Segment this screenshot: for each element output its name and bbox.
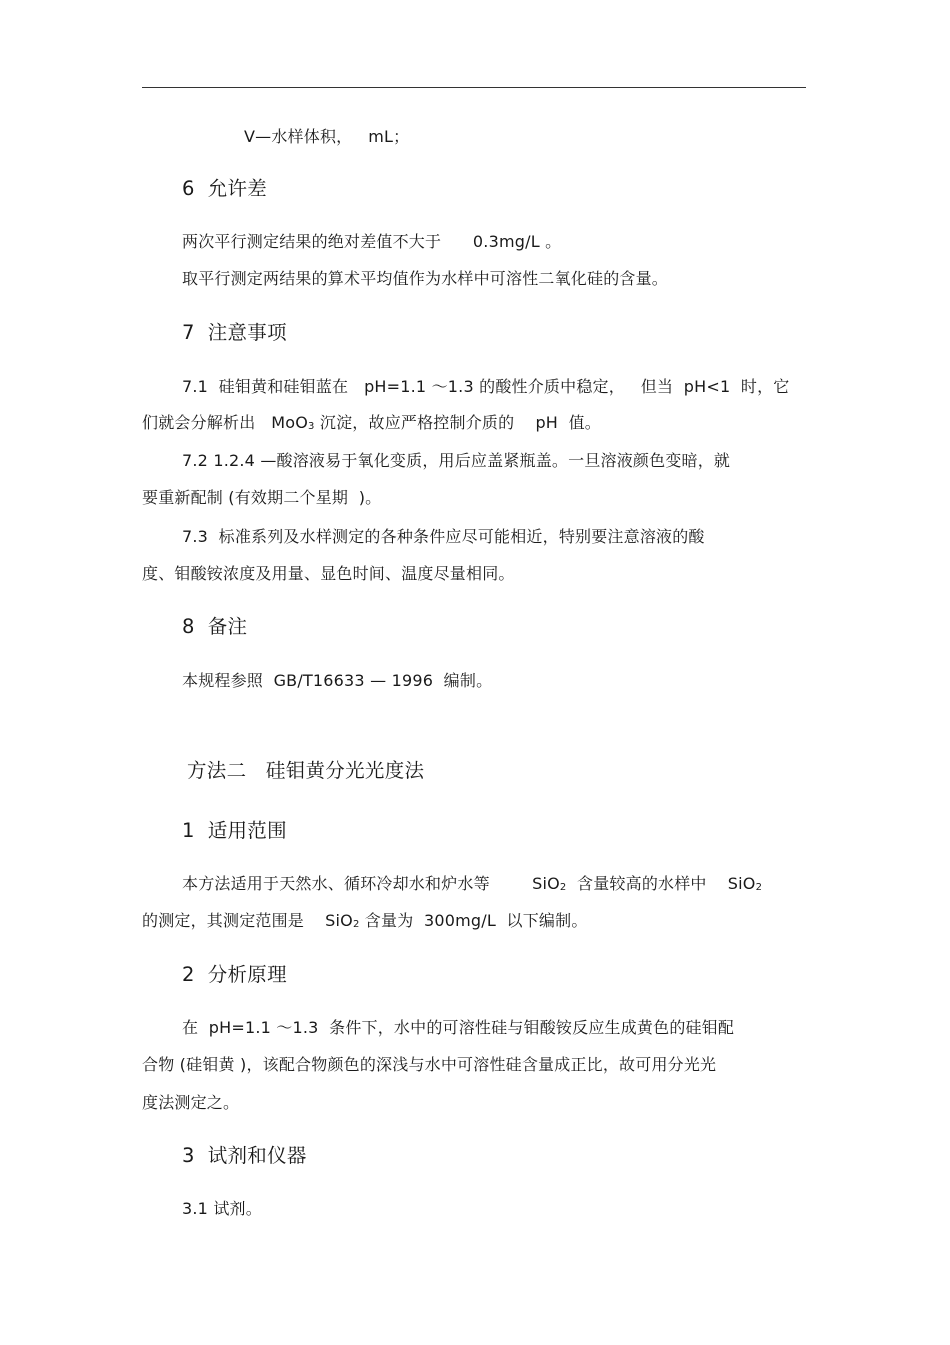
note-7-1-line-2-text-end: 沉淀，故应严格控制介质的 pH 值。	[314, 413, 601, 432]
header-rule	[142, 87, 806, 88]
note-7-2-line-2: 要重新配制 (有效期二个星期 )。	[142, 488, 382, 507]
note-7-3-line-1: 7.3 标准系列及水样测定的各种条件应尽可能相近，特别要注意溶液的酸	[182, 527, 705, 546]
section-7-heading: 7 注意事项	[182, 321, 287, 344]
sio2-subscript: 2	[755, 882, 763, 893]
scope-line-1	[182, 874, 762, 894]
note-7-3-line-2: 度、钼酸铵浓度及用量、显色时间、温度尽量相同。	[142, 564, 515, 583]
scope-line-2	[142, 911, 588, 931]
sio2-subscript: 2	[352, 919, 360, 930]
note-7-1-line-2-text: 们就会分解析出 MoO	[142, 413, 309, 432]
moo3-subscript: 3	[308, 421, 315, 432]
section-8-paragraph: 本规程参照 GB/T16633 — 1996 编制。	[182, 671, 493, 690]
sio2-subscript: 2	[559, 882, 567, 893]
section-6-heading: 6 允许差	[182, 177, 268, 200]
method-2-section-3-heading: 3 试剂和仪器	[182, 1144, 307, 1167]
reagents-subheading: 3.1 试剂。	[182, 1199, 262, 1218]
section-6-paragraph-1: 两次平行测定结果的绝对差值不大于 0.3mg/L 。	[182, 232, 562, 251]
method-2-title: 方法二 硅钼黄分光光度法	[187, 759, 425, 782]
section-6-paragraph-2: 取平行测定两结果的算术平均值作为水样中可溶性二氧化硅的含量。	[182, 269, 669, 288]
section-8-heading: 8 备注	[182, 615, 248, 638]
scope-line-2-text-end: 含量为 300mg/L 以下编制。	[359, 911, 588, 930]
note-7-1-line-2	[142, 413, 601, 433]
principle-line-3: 度法测定之。	[142, 1093, 240, 1112]
principle-line-2: 合物 (硅钼黄 )，该配合物颜色的深浅与水中可溶性硅含量成正比，故可用分光光	[142, 1055, 717, 1074]
scope-line-1-text: 本方法适用于天然水、循环冷却水和炉水等 SiO	[182, 874, 560, 893]
scope-line-2-text: 的测定，其测定范围是 SiO	[142, 911, 353, 930]
method-2-section-2-heading: 2 分析原理	[182, 963, 287, 986]
principle-line-1: 在 pH=1.1 ～1.3 条件下，水中的可溶性硅与钼酸铵反应生成黄色的硅钼配	[182, 1018, 735, 1037]
note-7-1-line-1: 7.1 硅钼黄和硅钼蓝在 pH=1.1 ～1.3 的酸性介质中稳定， 但当 pH<1 时，它	[182, 377, 790, 396]
scope-line-1-text-mid: 含量较高的水样中 SiO	[566, 874, 756, 893]
note-7-2-line-1: 7.2 1.2.4 —酸溶液易于氧化变质，用后应盖紧瓶盖。一旦溶液颜色变暗，就	[182, 451, 731, 470]
variable-definition: V—水样体积， mL；	[244, 127, 410, 146]
method-2-section-1-heading: 1 适用范围	[182, 819, 287, 842]
